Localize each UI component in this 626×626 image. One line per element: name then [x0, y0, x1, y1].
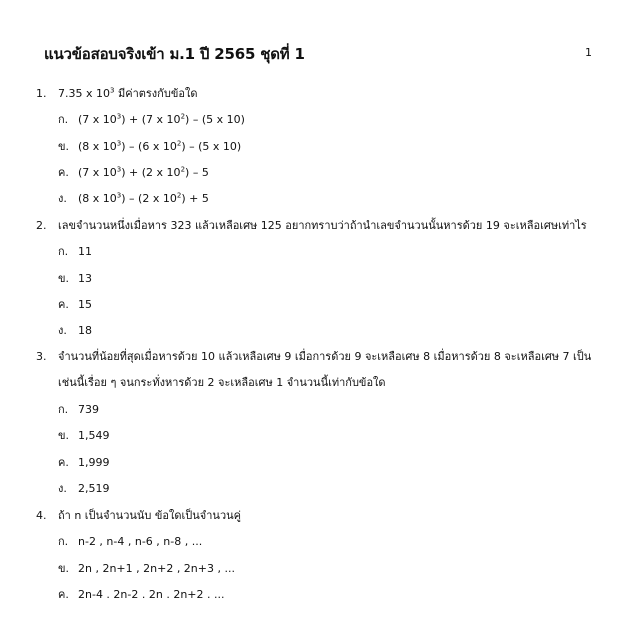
question-stem-rest: มีค่าตรงกับข้อใด	[114, 87, 198, 100]
option-2d	[58, 323, 92, 339]
option-2b	[58, 271, 92, 287]
exponent: 3	[116, 165, 122, 174]
option-3d	[58, 481, 110, 497]
option-4a	[58, 534, 202, 550]
exponent: 2	[176, 139, 182, 148]
option-letter: ค.	[58, 298, 69, 311]
option-text: 2,519	[78, 482, 110, 495]
option-4b	[58, 561, 235, 577]
option-1d	[58, 191, 209, 207]
option-3a	[58, 402, 99, 418]
option-text: 15	[78, 298, 92, 311]
option-letter: ง.	[58, 482, 67, 495]
option-text: 18	[78, 324, 92, 337]
option-letter: ง.	[58, 324, 67, 337]
option-letter: ข.	[58, 429, 70, 442]
option-letter: ข.	[58, 272, 70, 285]
question-number: 3.	[36, 350, 47, 363]
option-text: 739	[78, 403, 99, 416]
exponent: 2	[180, 165, 186, 174]
exponent: 3	[116, 139, 122, 148]
option-letter: ง.	[58, 192, 67, 205]
option-1a	[58, 112, 245, 128]
question-number: 2.	[36, 219, 47, 232]
option-letter: ค.	[58, 456, 69, 469]
option-1b	[58, 139, 241, 155]
question-1	[36, 86, 197, 102]
option-text: 2n , 2n+1 , 2n+2 , 2n+3 , ...	[78, 562, 235, 575]
option-part: ) + (2 x 10	[121, 166, 181, 179]
question-4	[36, 508, 241, 524]
option-letter: ข.	[58, 562, 70, 575]
exponent: 2	[180, 112, 186, 121]
question-3-continuation: เช่นนี้เรื่อย ๆ จนกระทั่งหารด้วย 2 จะเหลือเศษ 1 จำนวนนี้เท่ากับข้อใด	[58, 376, 386, 389]
option-part: ) + (7 x 10	[121, 113, 181, 126]
question-number: 1.	[36, 87, 47, 100]
option-letter: ก.	[58, 403, 69, 416]
page-number: 1	[585, 46, 592, 59]
question-stem-base: 7.35 x 10	[58, 87, 110, 100]
option-text: 11	[78, 245, 92, 258]
option-text: 2n-4 . 2n-2 . 2n . 2n+2 . ...	[78, 588, 225, 601]
exponent: 3	[110, 86, 115, 95]
question-stem: เลขจำนวนหนึ่งเมื่อหาร 323 แล้วเหลือเศษ 125 อยากทราบว่าถ้านำเลขจำนวนนั้นหารด้วย 19 จะเหลือเศษเท่าไร	[58, 219, 587, 232]
option-2c	[58, 297, 92, 313]
option-part: (8 x 10	[78, 192, 117, 205]
exponent: 2	[176, 191, 182, 200]
option-part: ) – (2 x 10	[121, 192, 177, 205]
question-3	[36, 349, 591, 365]
option-letter: ข.	[58, 140, 70, 153]
page-header	[44, 42, 596, 68]
question-number: 4.	[36, 509, 47, 522]
option-text: 1,549	[78, 429, 110, 442]
option-letter: ก.	[58, 113, 69, 126]
option-letter: ก.	[58, 245, 69, 258]
option-3b	[58, 428, 110, 444]
question-stem: ถ้า n เป็นจำนวนนับ ข้อใดเป็นจำนวนคู่	[58, 509, 241, 522]
option-2a	[58, 244, 92, 260]
option-3c	[58, 455, 110, 471]
option-part: (7 x 10	[78, 166, 117, 179]
option-1c	[58, 165, 209, 181]
option-part: ) – (5 x 10)	[181, 140, 242, 153]
option-part: ) – (6 x 10	[121, 140, 177, 153]
exponent: 3	[116, 112, 122, 121]
option-letter: ค.	[58, 588, 69, 601]
question-2	[36, 218, 587, 234]
option-text: 1,999	[78, 456, 110, 469]
option-letter: ก.	[58, 535, 69, 548]
option-part: (8 x 10	[78, 140, 117, 153]
exponent: 3	[116, 191, 122, 200]
option-part: ) – (5 x 10)	[185, 113, 245, 126]
option-text: n-2 , n-4 , n-6 , n-8 , ...	[78, 535, 203, 548]
option-4c	[58, 587, 224, 603]
page-title: แนวข้อสอบจริงเข้า ม.1 ปี 2565 ชุดที่ 1	[44, 45, 305, 63]
option-part: (7 x 10	[78, 113, 117, 126]
option-part: ) + 5	[181, 192, 209, 205]
option-text: 13	[78, 272, 92, 285]
option-letter: ค.	[58, 166, 69, 179]
question-stem: จำนวนที่น้อยที่สุดเมื่อหารด้วย 10 แล้วเหลือเศษ 9 เมื่อการด้วย 9 จะเหลือเศษ 8 เมื่อหารด้วย 8 จะเหลือเศษ 7 เป็น	[58, 350, 592, 363]
option-part: ) – 5	[185, 166, 209, 179]
